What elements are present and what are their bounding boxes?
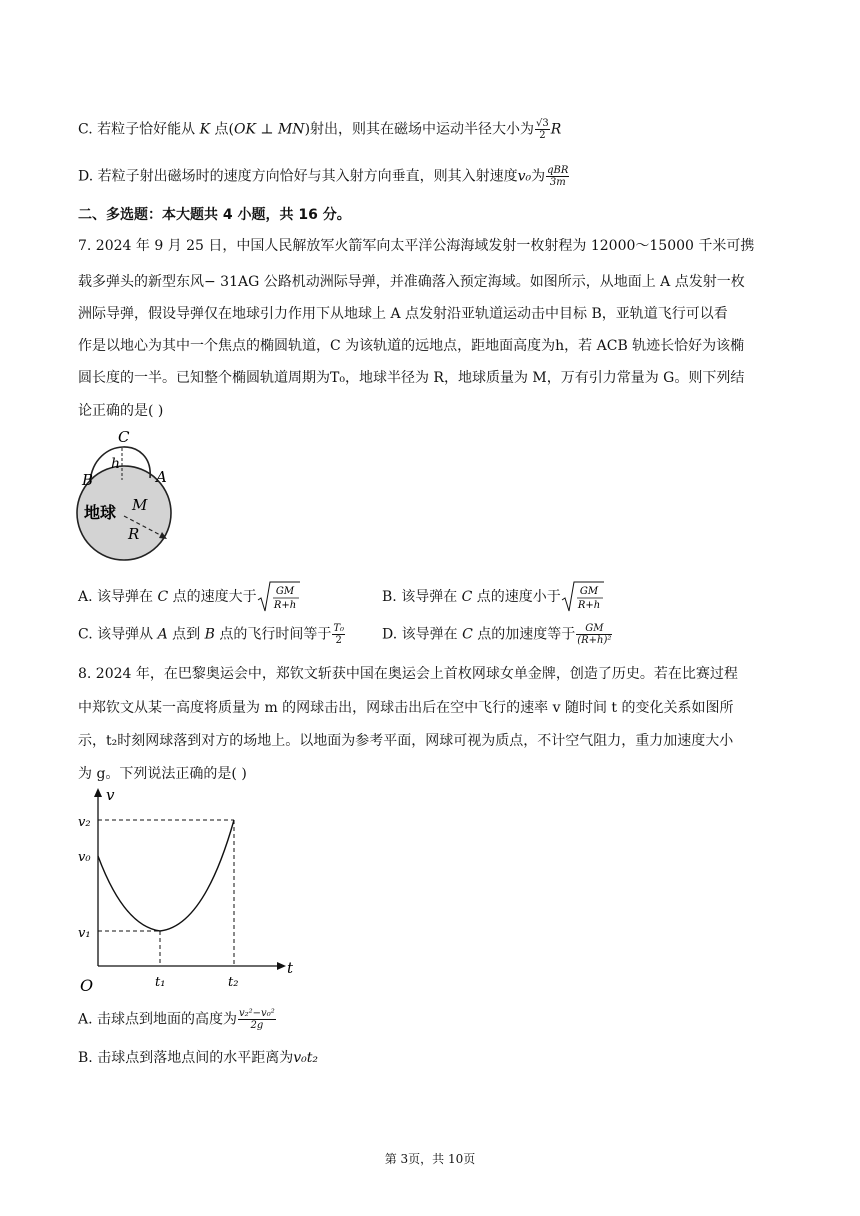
svg-text:GM: GM	[579, 586, 598, 597]
label-b: B	[82, 471, 94, 489]
svg-text:R+h: R+h	[577, 600, 600, 611]
sqrt-expression	[561, 580, 605, 614]
q8-option-b: B. 击球点到落地点间的水平距离为v₀t₂	[78, 1050, 318, 1066]
q7-option-c: C. 该导弹从 A 点到 B 点的飞行时间等于 $\frac{\text{T₀}}{2}$	[78, 623, 345, 646]
label-t2: t₂	[228, 975, 239, 990]
q7-option-a: A. 该导弹在 C 点的速度大于 GM R+h	[78, 580, 301, 614]
q8-line-1: 8. 2024 年，在巴黎奥运会中，郑钦文斩获中国在奥运会上首枚网球女单金牌，创造了历史。若在比赛过程	[78, 666, 738, 682]
q7-line-1: 7. 2024 年 9 月 25 日，中国人民解放军火箭军向太平洋公海海域发射一枚射程为 12000～15000 千米可携	[78, 238, 755, 254]
label-origin: O	[80, 976, 94, 995]
page-number: 第 3页，共 10页	[384, 1152, 476, 1166]
radical-sign-icon	[257, 580, 301, 614]
q8-line-3: 示，t₂时刻网球落到对方的场地上。以地面为参考平面，网球可视为质点，不计空气阻力，重力加速度大小	[78, 733, 734, 749]
label-earth: 地球	[84, 503, 117, 522]
label-c: C	[118, 428, 130, 446]
label-t: t	[287, 959, 294, 977]
q7-line-3: 洲际导弹，假设导弹仅在地球引力作用下从地球上 A 点发射沿亚轨道运动击中目标 B，亚轨道飞行可以看	[78, 306, 728, 322]
label-r: R	[128, 525, 140, 543]
radical-sign-icon	[561, 580, 605, 614]
x-axis-arrow-icon	[277, 962, 286, 970]
q7-line-4: 作是以地心为其中一个焦点的椭圆轨道，C 为该轨道的远地点，距地面高度为h，若 ACB 轨迹长恰好为该椭	[78, 338, 745, 354]
q7-line-6: 论正确的是( )	[78, 403, 164, 419]
fraction: $\frac{\text{T₀}}{2}$	[333, 623, 345, 646]
q8-line-2: 中郑钦文从某一高度将质量为 m 的网球击出，网球击出后在空中飞行的速率 v 随时间 t 的变化关系如图所	[78, 700, 734, 716]
q8-line-4: 为 g。下列说法正确的是( )	[78, 766, 247, 782]
label-v1: v₁	[78, 926, 91, 941]
fraction: $\frac{√3}{2}$	[536, 118, 549, 141]
fraction: $\frac{\text{v₂²−v₀²}}{2g}$	[239, 1008, 275, 1031]
q7-line-2: 载多弹头的新型东风− 31AG 公路机动洲际导弹，并准确落入预定海域。如图所示，从地面上 A 点发射一枚	[78, 274, 745, 290]
label-t1: t₁	[155, 975, 166, 990]
label-v0: v₀	[78, 850, 91, 865]
q6-option-d: D. 若粒子射出磁场时的速度方向恰好与其入射方向垂直，则其入射速度v₀为 $\frac{\text{qBR}}{3m}$	[78, 165, 569, 188]
fraction: $\frac{GM}{\text{(R+h)²}}$	[577, 623, 612, 646]
earth-orbit-figure	[74, 426, 184, 568]
svg-text:R+h: R+h	[273, 600, 296, 611]
q7-option-d: D. 该导弹在 C 点的加速度等于 $\frac{GM}{\text{(R+h)²}}$	[382, 623, 612, 646]
label-a: A	[156, 468, 167, 486]
label-v: v	[106, 786, 115, 804]
y-axis-arrow-icon	[94, 788, 102, 797]
q7-option-b: B. 该导弹在 C 点的速度小于 GM R+h	[382, 580, 605, 614]
svg-text:GM: GM	[275, 586, 294, 597]
section-heading: 二、多选题：本大题共 4 小题，共 16 分。	[78, 207, 351, 223]
sqrt-expression	[257, 580, 301, 614]
q6-option-c: C. 若粒子恰好能从 K 点(OK ⊥ MN)射出，则其在磁场中运动半径大小为 $\frac{√3}{2}$ R	[78, 118, 562, 141]
speed-curve	[98, 820, 234, 931]
label-v2: v₂	[78, 815, 91, 830]
fraction: $\frac{\text{qBR}}{3m}$	[547, 165, 569, 188]
label-m: M	[132, 496, 148, 514]
q7-line-5: 圆长度的一半。已知整个椭圆轨道周期为T₀，地球半径为 R，地球质量为 M，万有引力常量为 G。则下列结	[78, 370, 745, 386]
label-h: h	[111, 456, 121, 472]
q8-option-a: A. 击球点到地面的高度为 $\frac{\text{v₂²−v₀²}}{2g}$	[78, 1008, 275, 1031]
velocity-time-graph	[74, 786, 304, 998]
